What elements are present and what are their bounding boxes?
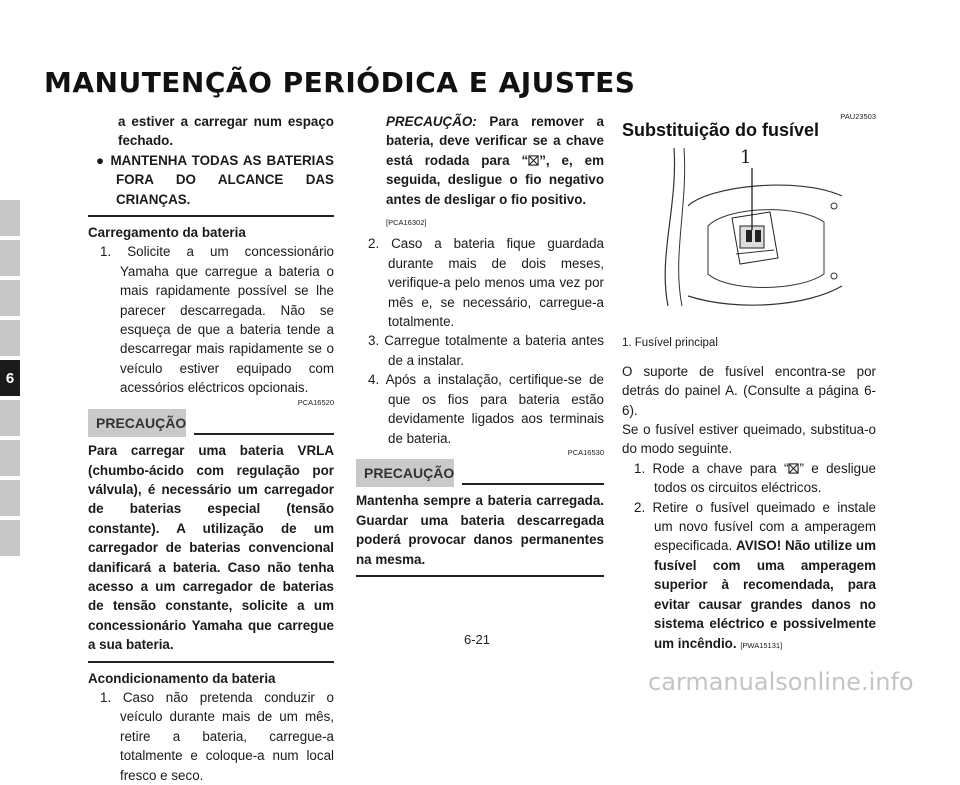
- column-1: [88, 112, 334, 785]
- code-pwa15131: [PWA15131]: [740, 640, 783, 650]
- fuse-illustration: [648, 146, 852, 312]
- code-pau23503: PAU23503: [840, 112, 876, 121]
- chapter-tab: [0, 400, 20, 436]
- caution-rule: [194, 433, 334, 435]
- chapter-tab: [0, 440, 20, 476]
- warning-continuation: a estiver a carregar num espaço fechado.: [118, 114, 334, 149]
- key-off-icon: [528, 155, 539, 166]
- code-pca16530: PCA16530: [567, 447, 604, 457]
- column-2: [356, 112, 604, 583]
- inline-caution-label: PRECAUÇÃO:: [386, 114, 477, 129]
- code-pca16302: [PCA16302]: [386, 218, 427, 228]
- code-pca16520: PCA16520: [297, 397, 334, 407]
- fuse-figure: [648, 146, 852, 312]
- warning-bullet: ● MANTENHA TODAS AS BATERIAS FORA DO ALCANCE DAS CRIANÇAS.: [96, 152, 334, 207]
- caution-text: Para carregar uma bateria VRLA (chumbo-ácido com regulação por válvula), é necessário um carregador de baterias especial (tensão constante). A utilização de um carregador de baterias convencional danificará a bateria. Caso não tenha acesso a um carregador de baterias de tensão constante, solicite a um concessionário Yamaha que carregue a sua bateria.: [88, 443, 334, 653]
- chapter-tab: [0, 520, 20, 556]
- caution-rule: [462, 483, 604, 485]
- charging-step-1: 1. Solicite a um concessionário Yamaha que carregue a bateria o mais rapidamente possível se lhe parecer descarregada. Não se esqueça de que a bateria tende a descarregar mais rapidamente se o veículo estiver equipado com acessórios eléctricos opcionais.: [100, 244, 334, 396]
- fuse-step-2-a: 2. Retire o fusível queimado e instale um novo fusível com a amperagem especificada.: [634, 499, 876, 554]
- storage-step-4: 4. Após a instalação, certifique-se de que os fios para bateria estão devidamente ligados aos terminais de bateria.: [368, 372, 604, 446]
- column-3: [622, 112, 876, 655]
- chapter-tab-active: 6: [0, 360, 20, 396]
- storage-step-3: 3. Carregue totalmente a bateria antes de a instalar.: [368, 333, 604, 368]
- fuse-step-1: [622, 459, 876, 498]
- fuse-paragraph-1: O suporte de fusível encontra-se por detrás do painel A. (Consulte a página 6-6).: [622, 363, 876, 418]
- caution-label: PRECAUÇÃO: [356, 459, 454, 487]
- chapter-tab: [0, 320, 20, 356]
- inline-caution-text-a: Para remover a bateria, deve verificar se a chave está rodada para “: [386, 114, 604, 168]
- divider: [88, 215, 334, 217]
- chapter-tab: [0, 240, 20, 276]
- key-off-icon: [788, 463, 799, 474]
- page-number: 6-21: [464, 632, 491, 647]
- watermark: carmanualsonline.info: [648, 668, 914, 696]
- section-title: Substituição do fusível: [622, 120, 820, 140]
- chapter-tab: [0, 200, 20, 236]
- divider: [88, 661, 334, 663]
- caution-label: PRECAUÇÃO: [88, 409, 186, 437]
- figure-caption: 1. Fusível principal: [622, 337, 718, 350]
- fuse-step-1-b: ” e desligue todos os circuitos eléctricos.: [654, 460, 876, 496]
- divider: [356, 575, 604, 577]
- charging-heading: Carregamento da bateria: [88, 225, 246, 241]
- fuse-step-1-a: 1. Rode a chave para “: [634, 460, 789, 476]
- caution-header: [88, 409, 334, 437]
- fuse-paragraph-2: Se o fusível estiver queimado, substitua-o do modo seguinte.: [622, 422, 876, 457]
- storage-step-2: 2. Caso a bateria fique guardada durante mais de dois meses, verifique-a pelo menos uma vez por mês e, se necessário, carregue-a totalmente.: [368, 236, 604, 330]
- inline-caution: [356, 112, 604, 209]
- inline-caution-text-b: ”, e, em seguida, desligue o fio negativo antes de desligar o fio positivo.: [386, 152, 604, 207]
- storage-heading: Acondicionamento da bateria: [88, 670, 276, 686]
- caution-text: Mantenha sempre a bateria carregada. Guardar uma bateria descarregada poderá provocar danos permanentes na mesma.: [356, 493, 604, 567]
- fuse-warning: AVISO! Não utilize um fusível com uma amperagem superior à recomendada, para evitar causar grandes danos no sistema eléctrico e possivelmente um incêndio.: [654, 538, 876, 651]
- warning-bullet-text: MANTENHA TODAS AS BATERIAS FORA DO ALCANCE DAS CRIANÇAS.: [110, 152, 334, 207]
- storage-step-1: 1. Caso não pretenda conduzir o veículo durante mais de um mês, retire a bateria, carregue-a totalmente e coloque-a num local fresco e seco.: [100, 689, 334, 783]
- caution-header: [356, 459, 604, 487]
- page-header-title: MANUTENÇÃO PERIÓDICA E AJUSTES: [44, 66, 636, 99]
- figure-callout-1: 1: [740, 147, 752, 169]
- fuse-step-2: [622, 498, 876, 655]
- chapter-tab: [0, 280, 20, 316]
- chapter-tab: [0, 480, 20, 516]
